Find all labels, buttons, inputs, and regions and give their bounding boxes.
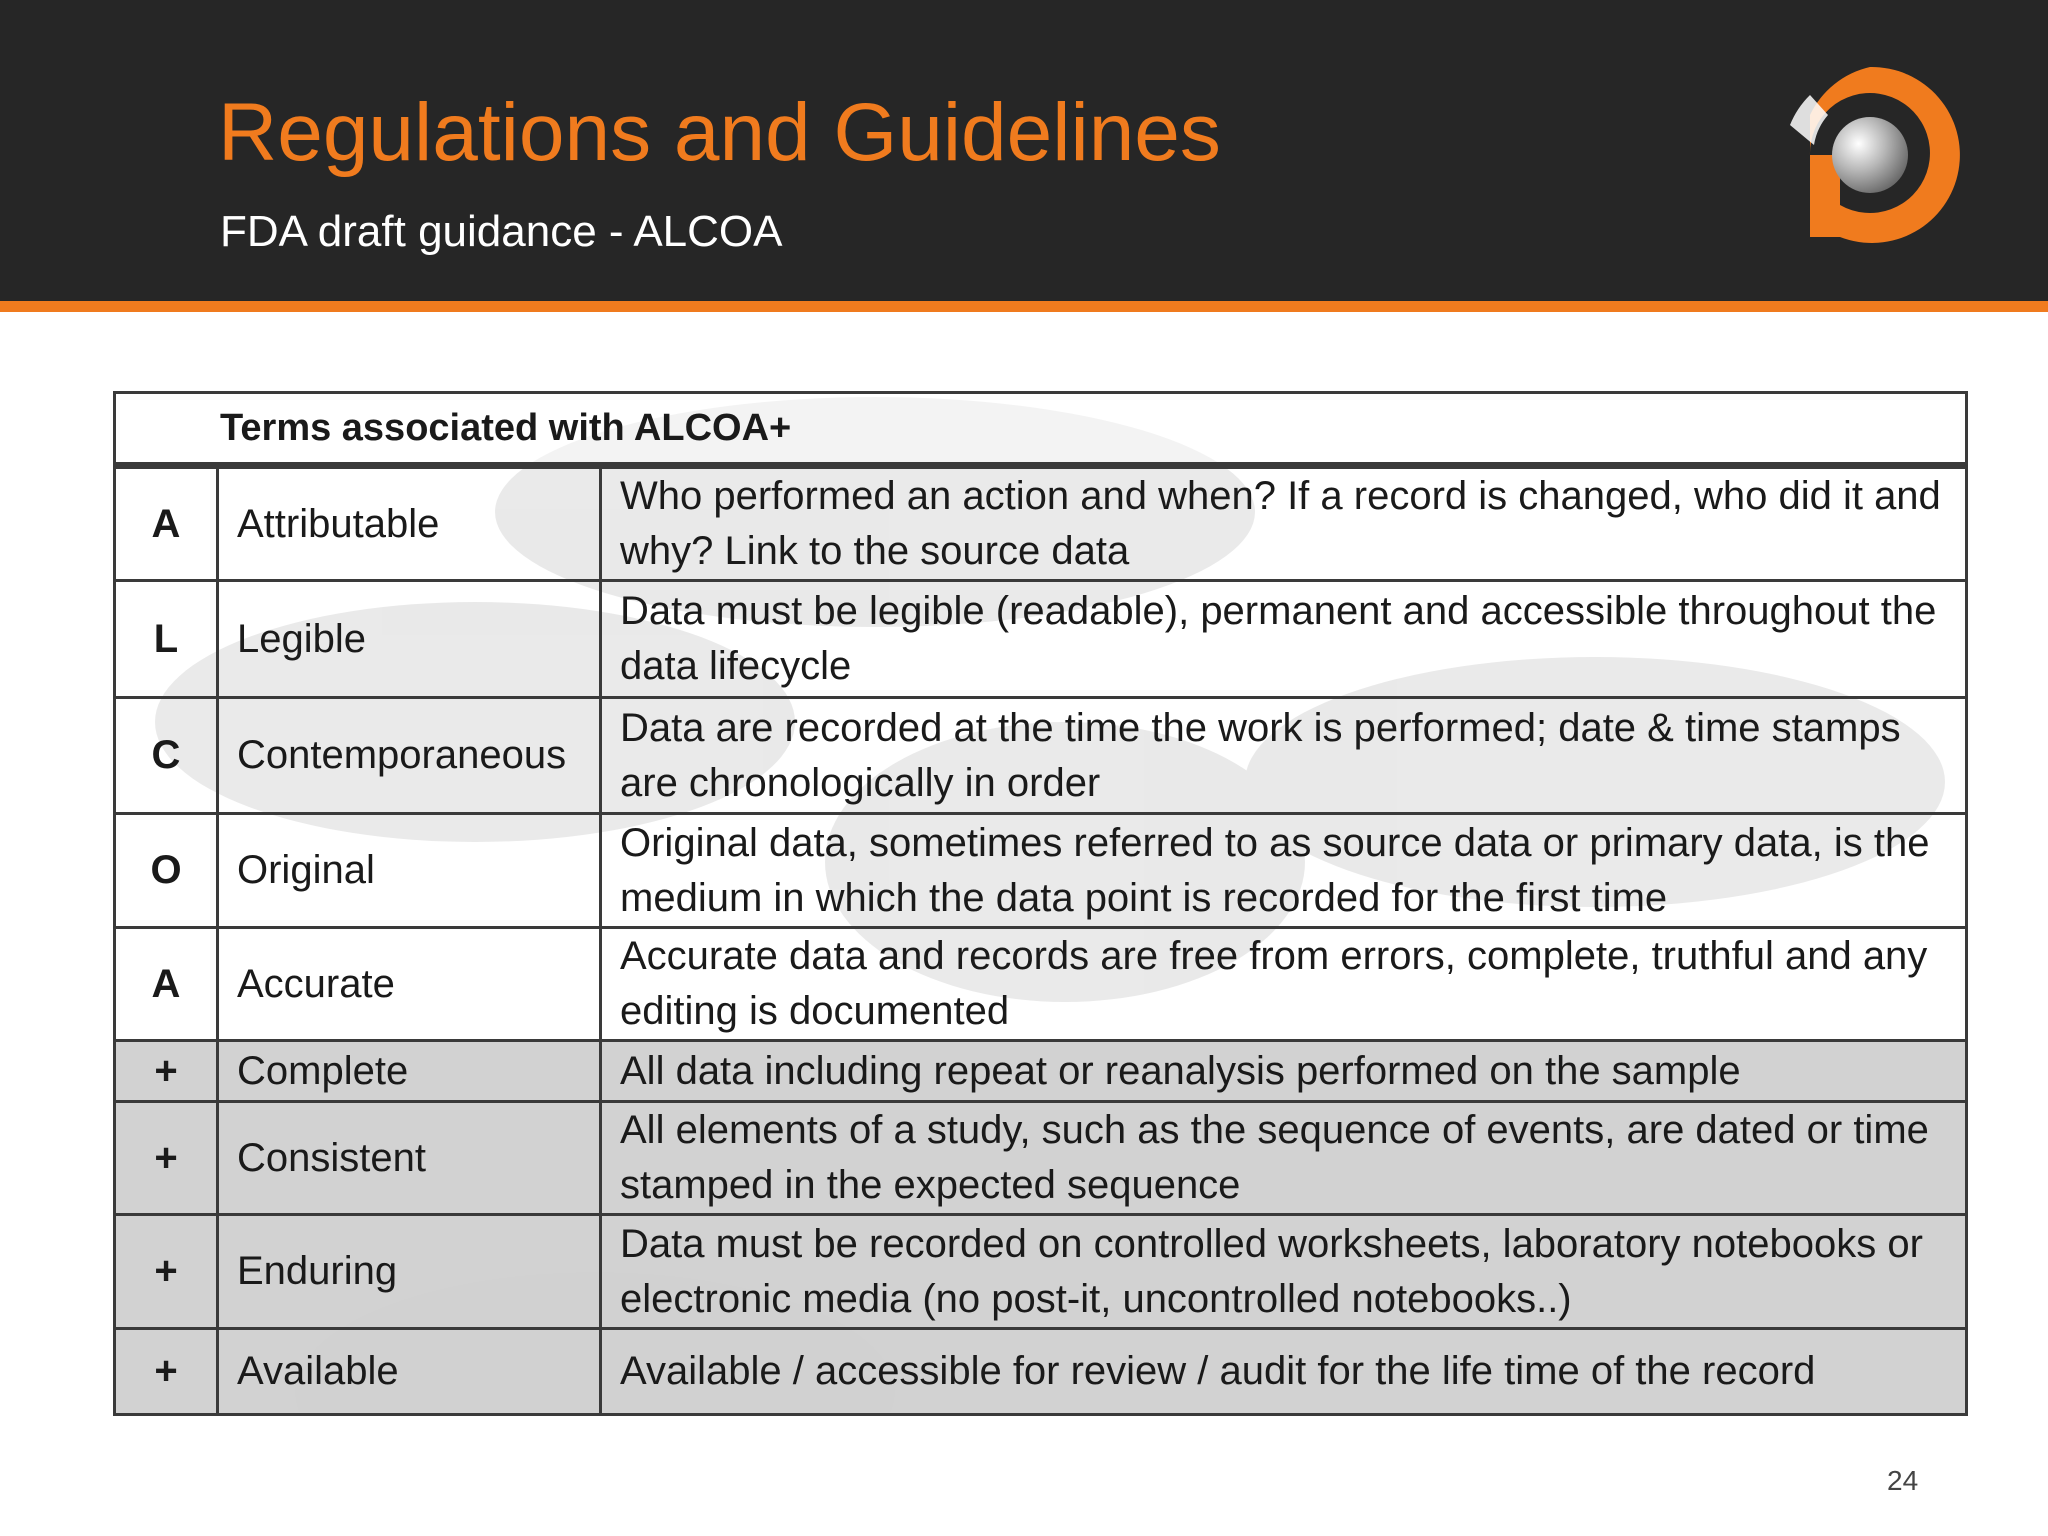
table-row — [115, 581, 1967, 698]
table-header-row — [115, 393, 1967, 466]
row-letter: A — [115, 466, 218, 581]
row-letter: + — [115, 1041, 218, 1102]
table-row — [115, 1102, 1967, 1215]
row-description: Data are recorded at the time the work is performed; date & time stamps are chronologically in order — [601, 698, 1967, 814]
row-term: Accurate — [218, 928, 601, 1041]
row-letter: + — [115, 1215, 218, 1329]
row-description: Who performed an action and when? If a record is changed, who did it and why? Link to the source data — [601, 466, 1967, 581]
row-description: Data must be recorded on controlled worksheets, laboratory notebooks or electronic media (no post-it, uncontrolled notebooks..) — [601, 1215, 1967, 1329]
row-letter: + — [115, 1329, 218, 1415]
row-description: Data must be legible (readable), permanent and accessible throughout the data lifecycle — [601, 581, 1967, 698]
row-description: All elements of a study, such as the sequence of events, are dated or time stamped in the expected sequence — [601, 1102, 1967, 1215]
row-description: Original data, sometimes referred to as source data or primary data, is the medium in which the data point is recorded for the first time — [601, 814, 1967, 928]
row-term: Consistent — [218, 1102, 601, 1215]
row-letter: + — [115, 1102, 218, 1215]
table-row — [115, 814, 1967, 928]
row-term: Attributable — [218, 466, 601, 581]
row-term: Legible — [218, 581, 601, 698]
table-row — [115, 1215, 1967, 1329]
row-term: Enduring — [218, 1215, 601, 1329]
header-accent-stripe — [0, 301, 2048, 312]
row-term: Available — [218, 1329, 601, 1415]
row-letter: O — [115, 814, 218, 928]
row-description: All data including repeat or reanalysis performed on the sample — [601, 1041, 1967, 1102]
alcoa-terms-table — [113, 391, 1968, 1416]
company-logo-icon — [1770, 55, 1970, 255]
table-row — [115, 928, 1967, 1041]
row-term: Original — [218, 814, 601, 928]
table-row — [115, 1041, 1967, 1102]
table-row — [115, 466, 1967, 581]
row-description: Available / accessible for review / audit for the life time of the record — [601, 1329, 1967, 1415]
slide-title: Regulations and Guidelines — [218, 87, 1221, 178]
row-term: Contemporaneous — [218, 698, 601, 814]
table-header: Terms associated with ALCOA+ — [115, 393, 1967, 466]
table-row — [115, 1329, 1967, 1415]
row-letter: A — [115, 928, 218, 1041]
row-description: Accurate data and records are free from errors, complete, truthful and any editing is documented — [601, 928, 1967, 1041]
row-letter: C — [115, 698, 218, 814]
table-row — [115, 698, 1967, 814]
row-term: Complete — [218, 1041, 601, 1102]
slide-subtitle: FDA draft guidance - ALCOA — [220, 207, 783, 256]
row-letter: L — [115, 581, 218, 698]
page-number: 24 — [1887, 1465, 1919, 1496]
